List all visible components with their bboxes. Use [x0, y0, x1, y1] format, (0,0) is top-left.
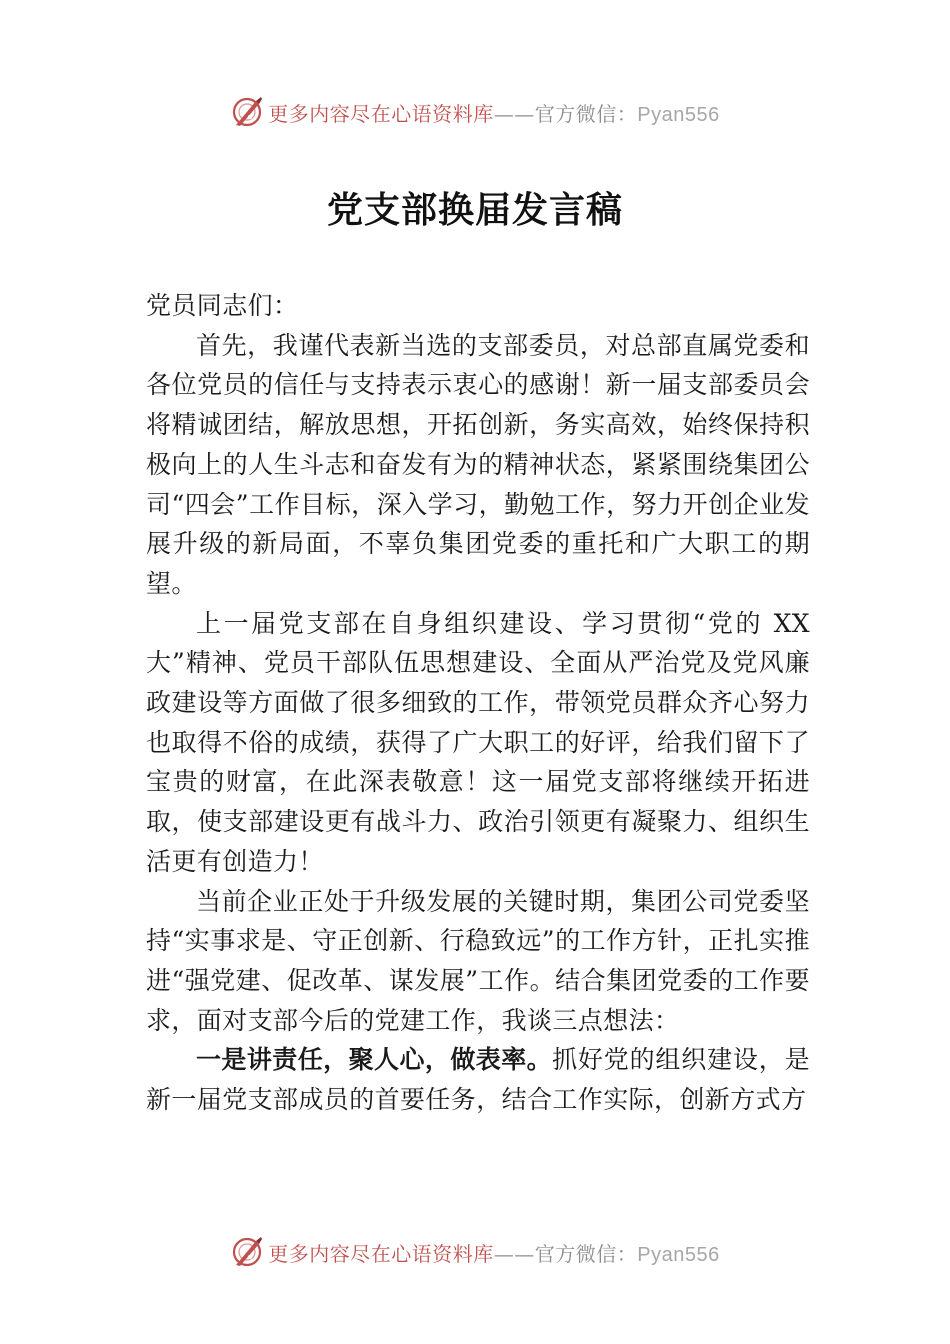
header-watermark — [0, 92, 950, 132]
footer-watermark — [0, 1232, 950, 1272]
paragraph-3: 当前企业正处于升级发展的关键时期，集团公司党委坚持“实事求是、守正创新、行稳致远”的工作方针，正扎实推进“强党建、促改革、谋发展”工作。结合集团党委的工作要求，面对支部今后的党建工作，我谈三点想法： — [146, 886, 810, 1035]
quill-pen-logo-icon — [230, 95, 264, 129]
paragraph-1: 首先，我谨代表新当选的支部委员，对总部直属党委和各位党员的信任与支持表示衷心的感谢！新一届支部委员会将精诚团结，解放思想，开拓创新，务实高效，始终保持积极向上的人生斗志和奋发有为的精神状态，紧紧围绕集团公司“四会”工作目标，深入学习，勤勉工作，努力开创企业发展升级的新局面，不辜负集团党委的重托和广大职工的期望。 — [146, 330, 810, 598]
paragraph-2: 上一届党支部在自身组织建设、学习贯彻“党的 XX 大”精神、党员干部队伍思想建设、全面从严治党及党风廉政建设等方面做了很多细致的工作，带领党员群众齐心努力也取得不俗的成绩，获得了广大职工的好评，给我们留下了宝贵的财富，在此深表敬意！这一届党支部将继续开拓进取，使支部建设更有战斗力、政治引领更有凝聚力、组织生活更有创造力！ — [146, 608, 810, 876]
quill-pen-logo-icon — [230, 1235, 264, 1269]
watermark-main: 更多内容尽在心语资料库 — [268, 1241, 494, 1266]
watermark-text — [268, 98, 719, 127]
watermark-label: 官方微信： — [534, 1241, 638, 1266]
watermark-text — [268, 1238, 719, 1267]
watermark-label: 官方微信： — [534, 101, 638, 126]
watermark-id: Pyan556 — [637, 1243, 720, 1266]
salutation: 党员同志们： — [146, 291, 299, 320]
paragraph-point-one — [146, 1040, 810, 1119]
watermark-id: Pyan556 — [637, 103, 720, 126]
document-body — [146, 286, 810, 1120]
point-one-lead: 一是讲责任，聚人心，做表率。 — [196, 1045, 553, 1075]
point-one-text: 抓好党的组织建设，是新一届党支部成员的首要任务，结合工作实际，创新方式方 — [146, 1045, 810, 1115]
watermark-dash: —— — [493, 101, 535, 126]
watermark-dash: —— — [493, 1241, 535, 1266]
document-title: 党支部换届发言稿 — [326, 189, 623, 231]
watermark-main: 更多内容尽在心语资料库 — [268, 101, 494, 126]
